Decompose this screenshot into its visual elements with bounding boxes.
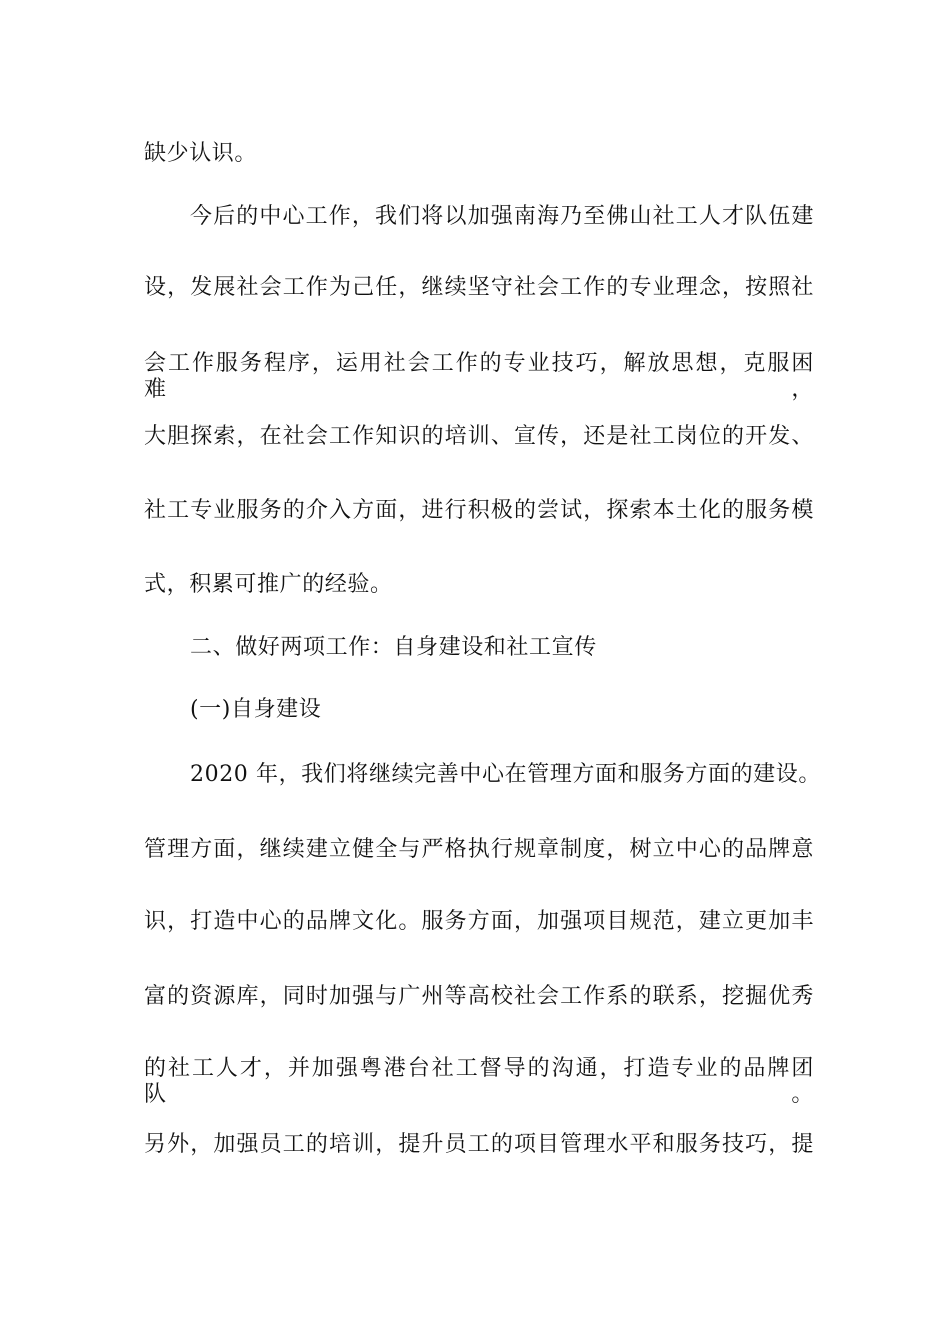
text-line: 的社工人才，并加强粤港台社工督导的沟通，打造专业的品牌团队。 <box>144 1056 814 1107</box>
text-line: 会工作服务程序，运用社会工作的专业技巧，解放思想，克服困难， <box>144 351 814 402</box>
text-line: 缺少认识。 <box>144 141 258 166</box>
text-line: 社工专业服务的介入方面，进行积极的尝试，探索本土化的服务模 <box>144 498 814 523</box>
text-line: 富的资源库，同时加强与广州等高校社会工作系的联系，挖掘优秀 <box>144 984 814 1009</box>
subsection-heading: (一)自身建设 <box>190 697 322 722</box>
text-line: 另外，加强员工的培训，提升员工的项目管理水平和服务技巧，提 <box>144 1132 814 1157</box>
paragraph-first-line: 2020 年，我们将继续完善中心在管理方面和服务方面的建设。 <box>190 762 821 787</box>
text-line: 大胆探索，在社会工作知识的培训、宣传，还是社工岗位的开发、 <box>144 424 814 449</box>
text-line: 式，积累可推广的经验。 <box>144 572 393 597</box>
text-line: 识，打造中心的品牌文化。服务方面，加强项目规范，建立更加丰 <box>144 909 814 934</box>
paragraph-first-line: 今后的中心工作，我们将以加强南海乃至佛山社工人才队伍建 <box>190 204 814 229</box>
text-line: 设，发展社会工作为己任，继续坚守社会工作的专业理念，按照社 <box>144 275 814 300</box>
section-heading: 二、做好两项工作：自身建设和社工宣传 <box>190 635 597 660</box>
text-line: 管理方面，继续建立健全与严格执行规章制度，树立中心的品牌意 <box>144 837 814 862</box>
